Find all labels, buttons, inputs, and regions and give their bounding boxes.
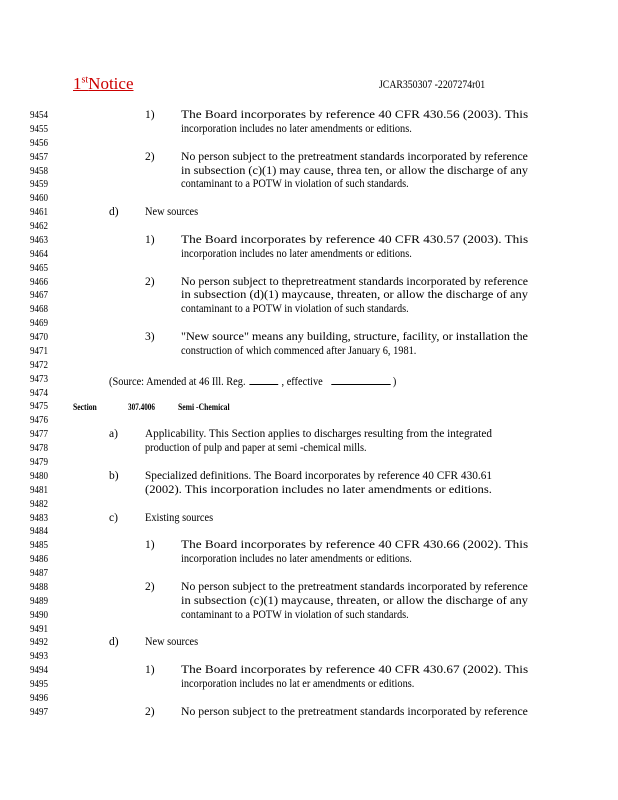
document-line (0, 317, 618, 331)
line-number: 9477 (30, 428, 49, 441)
blank-effective-date (332, 373, 391, 385)
line-number: 9467 (30, 289, 49, 302)
line-number: 9470 (30, 331, 49, 344)
section-number: 307.4006 (128, 402, 155, 413)
document-line (0, 428, 618, 442)
document-line (0, 553, 618, 567)
document-line (0, 692, 618, 706)
document-line (0, 609, 618, 623)
list-marker: 3) (145, 331, 155, 344)
list-marker: 2) (145, 275, 155, 288)
list-marker: a) (109, 428, 118, 441)
line-number: 9482 (30, 497, 49, 510)
line-number: 9454 (30, 109, 49, 121)
line-number: 9459 (30, 178, 49, 191)
notice-header (73, 74, 134, 94)
document-line (0, 373, 618, 387)
document-line (0, 470, 618, 484)
line-number: 9479 (30, 456, 49, 468)
line-text: The Board incorporates by reference 40 CFR 430.66 (2002). This (181, 539, 529, 552)
document-line (0, 220, 618, 234)
document-line (0, 706, 618, 720)
document-line (0, 636, 618, 650)
list-marker: 2) (145, 580, 155, 593)
line-number: 9466 (30, 275, 49, 288)
list-marker: d) (109, 636, 119, 649)
document-line (0, 581, 618, 595)
document-line (0, 400, 618, 414)
line-number: 9487 (30, 567, 49, 580)
document-line (0, 414, 618, 428)
line-number: 9458 (30, 164, 49, 177)
line-number: 9484 (30, 525, 49, 538)
line-number: 9462 (30, 220, 49, 233)
document-line (0, 234, 618, 248)
line-number: 9475 (30, 400, 49, 413)
document-line (0, 109, 618, 123)
document-line (0, 331, 618, 345)
line-text: contaminant to a POTW in violation of such standards. (181, 608, 409, 621)
line-text: incorporation includes no later amendments or editions. (181, 247, 412, 260)
list-marker: d) (109, 206, 119, 219)
line-text: "New source" means any building, structure, facility, or installation the (181, 331, 528, 344)
line-number: 9474 (30, 386, 49, 399)
line-number: 9471 (30, 344, 49, 357)
line-number: 9457 (30, 150, 49, 163)
document-line (0, 192, 618, 206)
document-line (0, 442, 618, 456)
line-text: New sources (145, 206, 199, 219)
list-marker: 1) (145, 109, 155, 121)
line-number: 9468 (30, 303, 49, 316)
document-id: JCAR350307 -2207274r01 (379, 79, 486, 91)
line-number: 9478 (30, 442, 49, 455)
line-number: 9497 (30, 705, 49, 718)
line-number: 9463 (30, 233, 49, 246)
notice-number: 1 (73, 74, 82, 93)
source-prefix: (Source: Amended at 46 Ill. Reg. (109, 375, 246, 388)
line-number: 9494 (30, 664, 49, 677)
list-marker: 1) (145, 539, 155, 552)
line-number: 9476 (30, 414, 49, 427)
list-marker: 2) (145, 150, 155, 163)
line-number: 9488 (30, 580, 49, 593)
line-number: 9473 (30, 372, 49, 385)
line-text: New sources (145, 636, 199, 649)
line-number: 9492 (30, 636, 49, 649)
document-line (0, 678, 618, 692)
line-text: The Board incorporates by reference 40 CFR 430.67 (2002). This (181, 664, 529, 677)
document-line (0, 276, 618, 290)
document-line (0, 137, 618, 151)
line-text: incorporation includes no later amendments or editions. (181, 122, 412, 135)
list-marker: c) (109, 511, 118, 524)
list-marker: 2) (145, 705, 155, 718)
document-line (0, 650, 618, 664)
notice-label: Notice (88, 74, 134, 93)
document-line (0, 512, 618, 526)
blank-register-page (249, 373, 278, 385)
line-text: incorporation includes no later amendments or editions. (181, 553, 412, 566)
source-close: ) (392, 375, 397, 388)
line-text: contaminant to a POTW in violation of such standards. (181, 178, 409, 191)
document-line (0, 664, 618, 678)
line-number: 9490 (30, 608, 49, 621)
document-line (0, 178, 618, 192)
line-text: construction of which commenced after January 6, 1981. (181, 344, 417, 357)
document-line (0, 206, 618, 220)
document-line (0, 165, 618, 179)
document-line (0, 595, 618, 609)
line-number: 9489 (30, 594, 49, 607)
document-line (0, 623, 618, 637)
line-text: The Board incorporates by reference 40 CFR 430.56 (2003). This (181, 109, 529, 121)
document-line (0, 303, 618, 317)
line-number: 9483 (30, 511, 49, 524)
notice-superscript: st (81, 74, 89, 86)
line-number: 9485 (30, 539, 49, 552)
line-number: 9469 (30, 317, 49, 330)
line-text: contaminant to a POTW in violation of such standards. (181, 303, 409, 316)
line-text: No person subject to the pretreatment standards incorporated by reference (181, 705, 528, 718)
line-number: 9456 (30, 136, 49, 149)
line-text: No person subject to the pretreatment standards incorporated by reference (181, 580, 528, 593)
document-line (0, 123, 618, 137)
document-line (0, 498, 618, 512)
line-text: in subsection (d)(1) maycause, threaten, or allow the discharge of any (181, 289, 528, 302)
line-text: Existing sources (145, 511, 214, 524)
line-number: 9495 (30, 678, 49, 691)
document-line (0, 456, 618, 470)
line-number: 9496 (30, 691, 49, 704)
list-marker: b) (109, 469, 119, 482)
line-text: production of pulp and paper at semi -chemical mills. (145, 442, 367, 455)
list-marker: 1) (145, 233, 155, 246)
line-number: 9464 (30, 247, 49, 260)
line-text: Applicability. This Section applies to discharges resulting from the integrated (145, 428, 493, 441)
line-text: Specialized definitions. The Board incorporates by reference 40 CFR 430.61 (145, 469, 493, 482)
document-line (0, 151, 618, 165)
line-text: in subsection (c)(1) maycause, threaten, or allow the discharge of any (181, 594, 528, 607)
line-number: 9461 (30, 206, 49, 219)
document-line (0, 484, 618, 498)
document-line (0, 525, 618, 539)
line-text: (2002). This incorporation includes no later amendments or editions. (145, 483, 492, 496)
document-line (0, 262, 618, 276)
line-number: 9491 (30, 622, 49, 635)
source-effective: , effective (281, 375, 323, 388)
list-marker: 1) (145, 664, 155, 677)
line-text: No person subject to thepretreatment standards incorporated by reference (181, 275, 528, 288)
document-line (0, 248, 618, 262)
line-text: The Board incorporates by reference 40 CFR 430.57 (2003). This (181, 233, 529, 246)
section-title: Semi -Chemical (178, 402, 230, 413)
line-number: 9465 (30, 261, 49, 274)
line-text: incorporation includes no lat er amendments or editions. (181, 678, 415, 691)
document-line (0, 387, 618, 401)
section-label: Section (73, 402, 97, 413)
line-number: 9480 (30, 469, 49, 482)
document-line (0, 289, 618, 303)
document-line (0, 539, 618, 553)
line-number: 9486 (30, 553, 49, 566)
document-line (0, 567, 618, 581)
document-line (0, 345, 618, 359)
line-number: 9460 (30, 192, 49, 205)
line-number: 9455 (30, 122, 49, 135)
line-number: 9493 (30, 650, 49, 663)
document-line (0, 359, 618, 373)
line-text: in subsection (c)(1) may cause, threa ten, or allow the discharge of any (181, 164, 528, 177)
line-text: No person subject to the pretreatment standards incorporated by reference (181, 150, 528, 163)
line-number: 9481 (30, 483, 49, 496)
line-number: 9472 (30, 358, 49, 371)
source-note (109, 373, 396, 388)
